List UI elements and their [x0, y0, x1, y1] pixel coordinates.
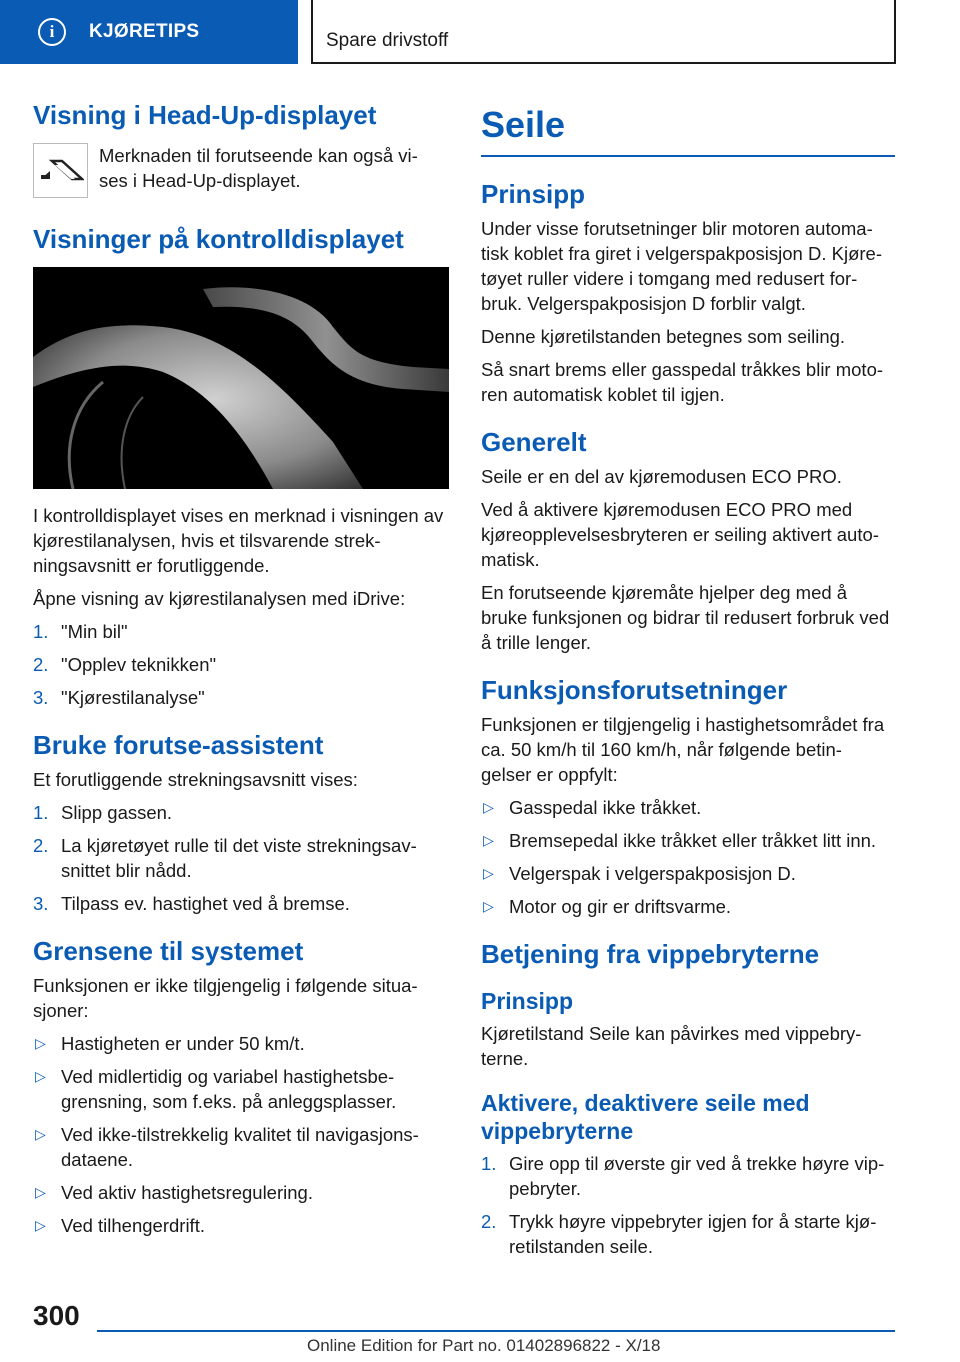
limits-heading: Grensene til systemet	[33, 936, 304, 966]
general-p1: Seile er en del av kjøremodusen ECO PRO.	[481, 466, 842, 487]
principle-p2: Denne kjøretilstanden betegnes som seiling.	[481, 326, 846, 347]
triangle-bullet-icon: ▷	[35, 1217, 46, 1233]
list-item: ▷ Bremsepedal ikke tråkket eller tråkket litt inn.	[483, 830, 877, 851]
triangle-bullet-icon: ▷	[35, 1068, 46, 1084]
paddles-heading: Betjening fra vippebryterne	[481, 939, 820, 969]
footer-divider	[97, 1330, 895, 1332]
list-item: ▷ Motor og gir er driftsvarme.	[483, 896, 732, 917]
principle-p1: Under visse forutsetninger blir motoren automa- tisk koblet fra giret i velgerspakposisjon D. Kjøre- tøyet ruller videre i tomgang med redusert for- bruk. Velgerspakposisjon D forblir valgt.	[481, 218, 882, 314]
paddles-principle-heading: Prinsipp	[481, 988, 574, 1014]
list-item: 3. Tilpass ev. hastighet ved å bremse.	[33, 893, 350, 914]
left-column	[33, 100, 449, 1252]
edition-text: Online Edition for Part no. 01402896822 - X/18	[307, 1336, 661, 1355]
conditions-heading: Funksjonsforutsetninger	[481, 675, 788, 705]
hud-heading: Visning i Head-Up-displayet	[33, 100, 377, 130]
assist-steps	[33, 800, 449, 916]
general-p2: Ved å aktivere kjøremodusen ECO PRO med kjøreopplevelsesbryteren er seiling aktivert auto- matisk.	[481, 499, 879, 570]
info-icon: i	[38, 18, 66, 46]
paddles-toggle-heading: Aktivere, deaktivere seile med vippebryterne	[481, 1090, 810, 1144]
general-p3: En forutseende kjøremåte hjelper deg med å bruke funksjonen og bidrar til redusert forbruk ved å trille lenger.	[481, 582, 890, 653]
section-tab	[0, 0, 298, 64]
assist-heading: Bruke forutse-assistent	[33, 730, 324, 760]
list-item: 1. Slipp gassen.	[33, 802, 173, 823]
list-item: ▷ Gasspedal ikke tråkket.	[483, 797, 702, 818]
triangle-bullet-icon: ▷	[483, 865, 494, 881]
hud-text: Merknaden til forutseende kan også vi- ses i Head-Up-displayet.	[99, 145, 418, 191]
right-column	[481, 100, 895, 1273]
paddles-principle-text: Kjøretilstand Seile kan påvirkes med vippebry- terne.	[481, 1023, 862, 1069]
list-item: ▷ Velgerspak i velgerspakposisjon D.	[483, 863, 796, 884]
triangle-bullet-icon: ▷	[483, 799, 494, 815]
section-label: KJØRETIPS	[89, 21, 200, 42]
triangle-bullet-icon: ▷	[35, 1184, 46, 1200]
conditions-list	[481, 795, 895, 919]
page-number: 300	[33, 1300, 80, 1331]
triangle-bullet-icon: ▷	[35, 1126, 46, 1142]
ctrl-heading: Visninger på kontrolldisplayet	[33, 224, 404, 254]
list-item: ▷ Ved ikke-tilstrekkelig kvalitet til navigasjons- dataene.	[35, 1124, 419, 1170]
limits-intro: Funksjonen er ikke tilgjengelig i følgende situa- sjoner:	[33, 975, 418, 1021]
general-heading: Generelt	[481, 427, 587, 457]
list-item: 1. Gire opp til øverste gir ved å trekke høyre vip- pebryter.	[481, 1153, 885, 1199]
principle-heading: Prinsipp	[481, 179, 586, 209]
list-item: ▷ Hastigheten er under 50 km/t.	[35, 1033, 305, 1054]
list-item: 3. "Kjørestilanalyse"	[33, 687, 205, 708]
road-preview-image	[33, 267, 449, 489]
list-item: ▷ Ved aktiv hastighetsregulering.	[35, 1182, 313, 1203]
ctrl-caption: I kontrolldisplayet vises en merknad i visningen av kjørestilanalysen, hvis et tilsvarende strek- ningsavsnitt er forutliggende.	[33, 505, 444, 576]
list-item: 1. "Min bil"	[33, 621, 128, 642]
list-item: 2. La kjøretøyet rulle til det viste strekningsav- snittet blir nådd.	[33, 835, 417, 881]
ctrl-steps	[33, 619, 449, 710]
paddles-steps	[481, 1151, 895, 1259]
page-title: Seile	[481, 104, 895, 157]
hud-note	[33, 143, 449, 198]
list-item: 2. Trykk høyre vippebryter igjen for å starte kjø- retilstanden seile.	[481, 1211, 877, 1257]
topic-header	[311, 0, 896, 64]
triangle-bullet-icon: ▷	[483, 832, 494, 848]
principle-p3: Så snart brems eller gasspedal tråkkes blir moto- ren automatisk koblet til igjen.	[481, 359, 884, 405]
limits-list	[33, 1031, 449, 1238]
assist-intro: Et forutliggende strekningsavsnitt vises:	[33, 769, 358, 790]
anticipation-hint-icon	[33, 143, 88, 198]
page-topic: Spare drivstoff	[326, 30, 449, 51]
ctrl-intro: Åpne visning av kjørestilanalysen med iDrive:	[33, 588, 406, 609]
list-item: ▷ Ved midlertidig og variabel hastighetsbe- grensning, som f.eks. på anleggsplasser.	[35, 1066, 397, 1112]
triangle-bullet-icon: ▷	[483, 898, 494, 914]
conditions-intro: Funksjonen er tilgjengelig i hastighetsområdet fra ca. 50 km/h til 160 km/h, når følgende betin- gelser er oppfylt:	[481, 714, 885, 785]
list-item: ▷ Ved tilhengerdrift.	[35, 1215, 205, 1236]
list-item: 2. "Opplev teknikken"	[33, 654, 217, 675]
triangle-bullet-icon: ▷	[35, 1035, 46, 1051]
